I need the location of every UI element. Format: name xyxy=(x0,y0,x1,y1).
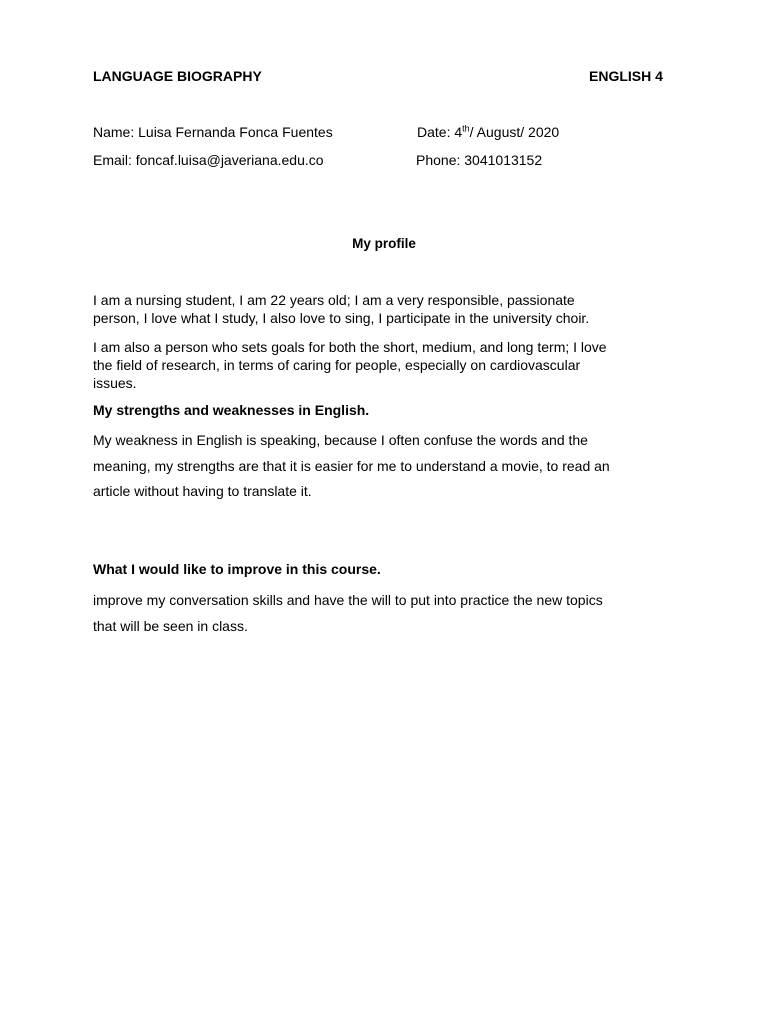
paragraph-line: issues. xyxy=(93,375,137,391)
phone-field: Phone: 3041013152 xyxy=(416,152,543,168)
date-superscript: th xyxy=(462,123,470,134)
course-label: ENGLISH 4 xyxy=(589,68,663,84)
name-field: Name: Luisa Fernanda Fonca Fuentes xyxy=(93,124,333,140)
paragraph-line: article without having to translate it. xyxy=(93,483,312,499)
paragraph-line: that will be seen in class. xyxy=(93,617,248,634)
improve-heading: What I would like to improve in this course. xyxy=(93,561,381,577)
improve-paragraph xyxy=(93,588,683,639)
profile-heading: My profile xyxy=(352,236,416,251)
paragraph-line: person, I love what I study, I also love to sing, I participate in the university choir. xyxy=(93,310,590,326)
profile-paragraph-2 xyxy=(93,338,683,392)
paragraph-line: improve my conversation skills and have the will to put into practice the new topics xyxy=(93,592,603,608)
date-field xyxy=(417,124,559,140)
paragraph-line: I am a nursing student, I am 22 years old; I am a very responsible, passionate xyxy=(93,292,575,308)
strengths-paragraph xyxy=(93,428,683,505)
paragraph-line: the field of research, in terms of caring for people, especially on cardiovascular xyxy=(93,357,581,373)
email-field: Email: foncaf.luisa@javeriana.edu.co xyxy=(93,152,324,168)
date-prefix: Date: 4 xyxy=(417,124,463,140)
strengths-heading: My strengths and weaknesses in English. xyxy=(93,402,370,418)
date-suffix: / August/ 2020 xyxy=(469,124,560,140)
paragraph-line: My weakness in English is speaking, because I often confuse the words and the xyxy=(93,432,588,448)
profile-paragraph-1 xyxy=(93,291,683,327)
paragraph-line: I am also a person who sets goals for both the short, medium, and long term; I love xyxy=(93,339,607,355)
document-title: LANGUAGE BIOGRAPHY xyxy=(93,68,262,84)
paragraph-line: meaning, my strengths are that it is easier for me to understand a movie, to read an xyxy=(93,457,610,474)
